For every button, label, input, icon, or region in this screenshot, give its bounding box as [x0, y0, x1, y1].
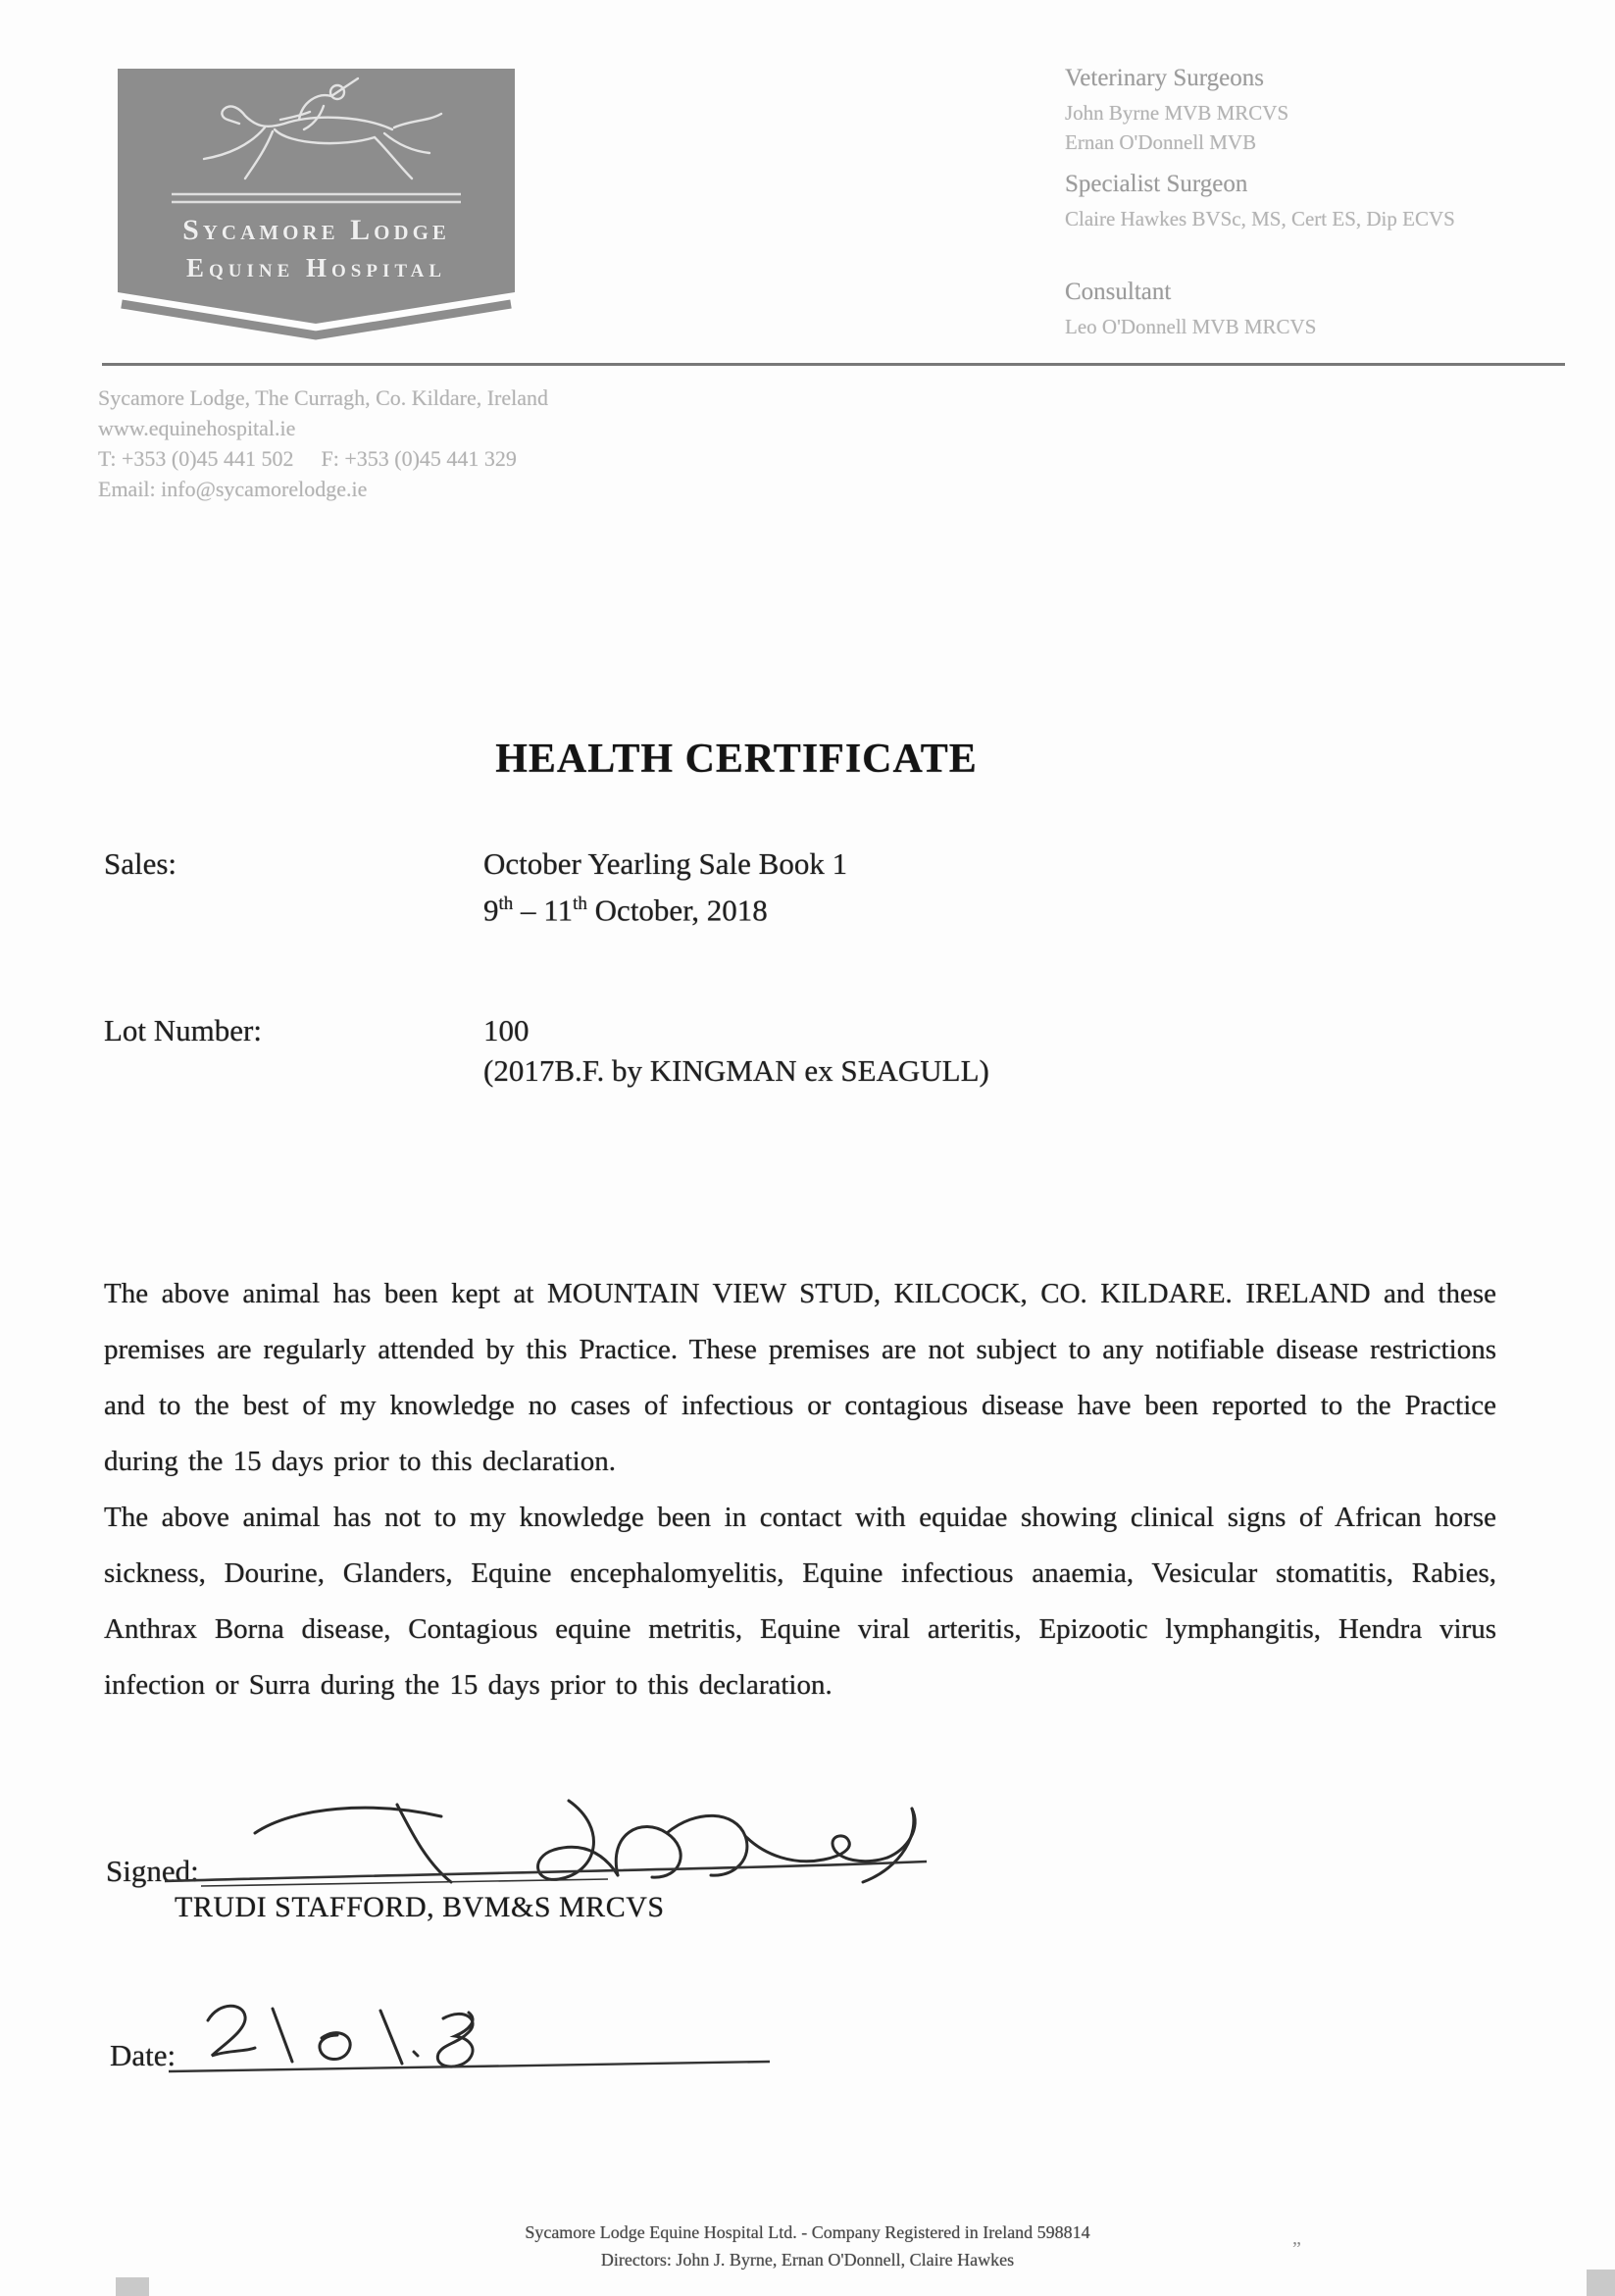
- logo-shield-icon: [118, 69, 515, 345]
- staff-role-veterinary-surgeons: Veterinary Surgeons: [1065, 65, 1264, 91]
- sales-label: Sales:: [104, 846, 177, 881]
- lot-pedigree: (2017B.F. by KINGMAN ex SEAGULL): [483, 1053, 989, 1088]
- lot-number-label: Lot Number:: [104, 1013, 262, 1047]
- phone-fax-line: [98, 443, 843, 474]
- sales-value: [483, 843, 847, 930]
- staff-name: John Byrne MVB MRCVS: [1065, 101, 1289, 125]
- lot-number-value: [483, 1010, 989, 1091]
- footer: [20, 2219, 1595, 2273]
- letterhead-divider: [102, 363, 1565, 366]
- footer-company-line: Sycamore Lodge Equine Hospital Ltd. - Company Registered in Ireland 598814: [525, 2222, 1090, 2242]
- scan-artifact: [116, 2277, 149, 2296]
- email: Email: info@sycamorelodge.ie: [98, 477, 368, 501]
- logo-text-line2: Equine Hospital: [185, 253, 447, 282]
- staff-role-specialist-surgeon: Specialist Surgeon: [1065, 171, 1248, 197]
- signatory-name: TRUDI STAFFORD, BVM&S MRCVS: [175, 1891, 665, 1923]
- scan-artifact: [1587, 2270, 1615, 2296]
- date-line: [169, 2062, 770, 2071]
- date-handwriting: [157, 1993, 784, 2079]
- staff-name: Leo O'Donnell MVB MRCVS: [1065, 315, 1317, 338]
- signed-label: Signed:: [106, 1854, 199, 1888]
- signature-line: [165, 1862, 927, 1886]
- signature-handwriting: [147, 1789, 941, 1902]
- staff-role-consultant: Consultant: [1065, 279, 1172, 305]
- logo-text-line1: Sycamore Lodge: [182, 214, 450, 246]
- clinic-logo: [118, 69, 515, 345]
- page-title: HEALTH CERTIFICATE: [495, 737, 978, 783]
- scan-artifact: ”: [1292, 2238, 1301, 2260]
- staff-name: Claire Hawkes BVSc, MS, Cert ES, Dip ECVS: [1065, 207, 1455, 230]
- sale-dates: 9th – 11th October, 2018: [483, 893, 768, 928]
- footer-directors-line: Directors: John J. Byrne, Ernan O'Donnell, Claire Hawkes: [600, 2250, 1015, 2270]
- staff-block: [1065, 65, 1536, 341]
- staff-name: Ernan O'Donnell MVB: [1065, 130, 1257, 154]
- lot-number: 100: [483, 1013, 530, 1047]
- phone: T: +353 (0)45 441 502: [98, 446, 294, 471]
- declaration-paragraph-1: The above animal has been kept at MOUNTAIN VIEW STUD, KILCOCK, CO. KILDARE. IRELAND and these premises are regularly attended by this Practice. These premises are not subject to any notifiable disease restrictions and to the best of my knowledge no cases of infectious or contagious disease have been reported to the Practice during the 15 days prior to this declaration.: [104, 1278, 1496, 1477]
- website: www.equinehospital.ie: [98, 416, 296, 440]
- sale-name: October Yearling Sale Book 1: [483, 846, 848, 881]
- declaration-paragraph-2: The above animal has not to my knowledge been in contact with equidae showing clinical signs of African horse sickness, Dourine, Glanders, Equine encephalomyelitis, Equine infectious anaemia, Vesicular stomatitis, Rabies, Anthrax Borna disease, Contagious equine metritis, Equine viral arteritis, Epizootic lymphangitis, Hendra virus infection or Surra during the 15 days prior to this declaration.: [104, 1502, 1496, 1701]
- postal-address: Sycamore Lodge, The Curragh, Co. Kildare, Ireland: [98, 385, 549, 410]
- date-label: Date:: [110, 2038, 177, 2072]
- fax: F: +353 (0)45 441 329: [321, 446, 517, 471]
- address-block: [98, 383, 843, 504]
